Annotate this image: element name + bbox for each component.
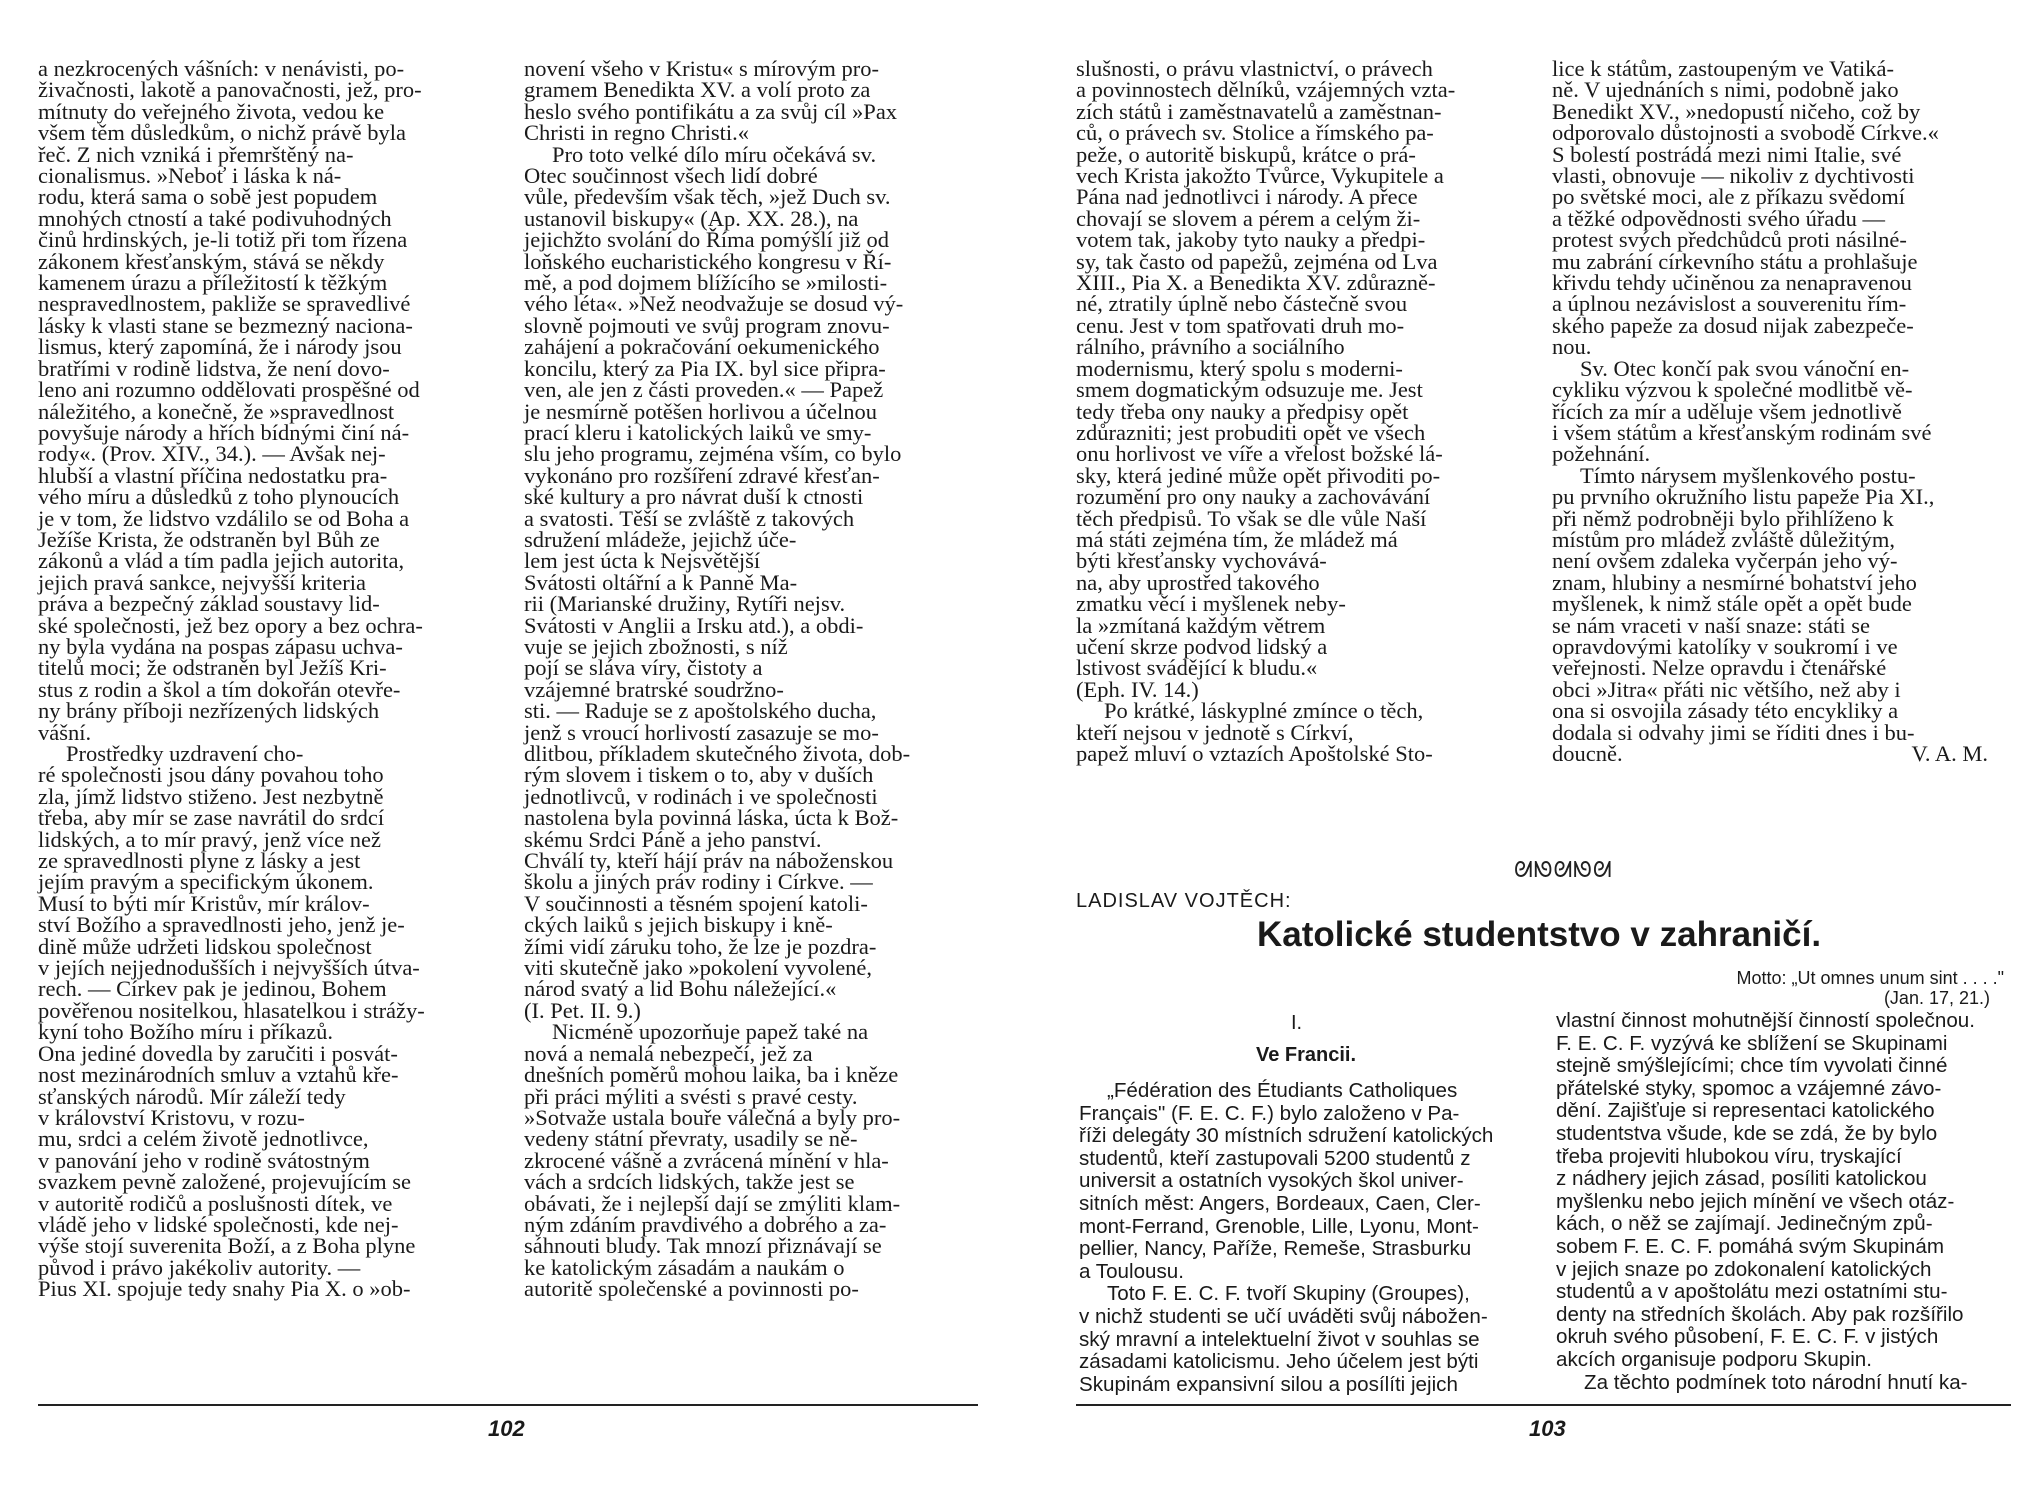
paragraph: „Fédération des Étudiants Catholiques Français" (F. E. C. F.) bylo založeno v Pa- říži delegáty 30 místních sdružení katolických studentů, kteří zastupovali 5200 studentů z universit a ostatních vysokých škol univer- sitních měst: Angers, Bordeaux, Caen, Cler- mont-Ferrand, Grenoble, Lille, Lyonu, Mont- pellier, Nancy, Paříže, Remeše, Strasburku a Toulousu. (1079, 1079, 1494, 1283)
section-title: Ve Francii. (1256, 1044, 1357, 1066)
section-number: I. (1291, 1012, 1303, 1034)
paragraph: Pro toto velké dílo míru očekává sv. Otec součinnost všech lidí dobré vůle, především však těch, »jež Duch sv. ustanovil biskupy« (Ap. XX. 28.), na jejichžto svolání do Říma pomýšlí již od loňského eucharistického kongresu v Ří- mě, a pod dojmem blížícího se »milosti- vého léta«. »Než neodvažuje se dosud vý- slovně pojmouti ve svůj program znovu- zahájení a pokračování oekumenického koncilu, který za Pia IX. byl sice připra- ven, ale jen z části proveden.« — Papež je nesmírně potěšen horlivou a účelnou prací kleru i katolických laiků ve smy- slu jeho programu, zejména vším, co bylo vykonáno pro rozšíření zdravé křesťan- ské kultury a pro návrat duší k ctnosti a svatosti. Těší se zvláště z takových sdružení mládeže, jejichž úče- lem jest úcta k Nejsvětější Svátosti oltářní a k Panně Ma- rii (Marianské družiny, Rytíři nejsv. Svátosti v Anglii a Irsku atd.), a obdi- vuje se jejich zbožnosti, s níž pojí se sláva víry, čistoty a vzájemné bratrské soudržno- sti. — Raduje se z apoštolského ducha, jenž s vroucí horlivostí zasazuje se mo- dlitbou, příkladem skutečného života, dob- rým slovem i tiskem o to, aby v duších jednotlivců, v rodinách i ve společnosti nastolena byla povinná láska, úcta k Bož- skému Srdci Páně a jeho panství. Chválí ty, kteří hájí práv na náboženskou školu a jiných práv rodiny i Církve. — V součinnosti a těsném spojení katoli- ckých laiků s jejich biskupy i kně- žími vidí záruku toho, že lze je pozdra- viti skutečně jako »pokolení vyvolené, národ svatý a lid Bohu náležející.« (I. Pet. II. 9.) (524, 141, 911, 1023)
paragraph: Za těchto podmínek toto národní hnutí ka- (1584, 1370, 1968, 1394)
ornament-divider: ᘛᘚᘛᘚᘛ (1514, 858, 1613, 883)
paragraph: a nezkrocených vášních: v nenávisti, po- živačnosti, lakotě a panovačnosti, jež, pro- mítnuty do veřejného života, vedou ke všem těm důsledkům, o nichž právě byla řeč. Z nich vzniká i přemrštěný na- cionalismus. »Neboť i láska k ná- rodu, která sama o sobě jest popudem mnohých ctností a také podivuhodných činů hrdinských, je-li totiž při tom řízena zákonem křesťanským, stává se někdy kamenem úrazu a příležitostí k těžkým nespravedlnostem, pakliže se spravedlivé lásky k vlasti stane se bezmezný naciona- lismus, který zapomíná, že i národy jsou bratřími v rodině lidstva, že není dovo- leno ani rozumno oddělovati prospěšné od náležitého, a konečně, že »spravedlnost povyšuje národy a hřích bídnými činí ná- rody«. (Prov. XIV., 34.). — Avšak nej- hlubší a vlastní příčina nedostatku pra- vého míru a důsledků z toho plynoucích je v tom, že lidstvo vzdálilo se od Boha a Ježíše Krista, že odstraněn byl Bůh ze zákonů a vlád a tím padla jejich autorita, jejich pravá sankce, nejvyšší kriteria práva a bezpečný základ soustavy lid- ské společnosti, jež bez opory a bez ochra- ny byla vydána na pospas zápasu uchva- titelů moci; že odstraněn byl Ježíš Kri- stus z rodin a škol a tím dokořán otevře- ny brány příboji nezřízených lidských vášní. (38, 56, 423, 745)
footer-rule (38, 1404, 978, 1406)
article-column-1 (1079, 1080, 1531, 1396)
footer-rule (1076, 1404, 2011, 1406)
left-column-1 (38, 58, 516, 1300)
left-column-2 (524, 58, 980, 1300)
article-column-2 (1556, 1010, 2008, 1394)
right-column-2 (1552, 58, 2008, 765)
paragraph: slušnosti, o právu vlastnictví, o právech a povinnostech dělníků, vzájemných vzta- zích států i zaměstnavatelů a zaměstnan- ců, o právech sv. Stolice a římského pa- peže, o autoritě biskupů, krátce o prá- vech Krista jakožto Tvůrce, Vykupitele a Pána nad jednotlivci i národy. A přece chovají se slovem a pérem a celým ži- votem tak, jakoby tyto nauky a předpi- sy, tak často od papežů, zejména od Lva XIII., Pia X. a Benedikta XV. zdůrazně- né, ztratily úplně nebo částečně svou cenu. Jest v tom spatřovati druh mo- rálního, právního a sociálního modernismu, který spolu s moderni- smem dogmatickým odsuzuje me. Jest tedy třeba ony nauky a předpisy opět zdůrazniti; jest probuditi opět ve všech onu horlivost ve víře a vřelost božské lá- sky, která jediné může opět přivoditi po- rozumění pro ony nauky a zachovávání těch předpisů. To však se dle vůle Naší má státi zejména tím, že mládež má býti křesťansky vychovává- na, aby uprostřed takového zmatku věcí i myšlenek neby- la »zmítaná každým větrem učení skrze podvod lidský a lstivost svádějící k bludu.« (Eph. IV. 14.) (1076, 56, 1456, 702)
paragraph: Sv. Otec končí pak svou vánoční en- cykliku výzvou k společné modlitbě vě- řících za mír a uděluje všem jednotlivě i všem státům a křesťanským rodinám své požehnání. (1552, 355, 1932, 467)
motto-reference: (Jan. 17, 21.) (1883, 988, 1990, 1008)
paragraph: Nicméně upozorňuje papež také na nová a nemalá nebezpečí, jež za dnešních poměrů mohou laika, ba i kněze při práci mýliti a svésti s pravé cesty. »Sotvaže ustala bouře válečná a byly pro- vedeny státní převraty, usadily se ně- zkrocené vášně a zvrácená mínění v hla- vách a srdcích lidských, takže jest se obávati, že i nejlepší dají se zmýliti klam- ným zdáním pravdivého a dobrého a za- sáhnouti bludy. Tak mnozí přiznávají se ke katolickým zásadám a naukám o autoritě společenské a povinnosti po- (524, 1019, 901, 1302)
paragraph: Tímto nárysem myšlenkového postu- pu prvního okružního listu papeže Pia XI., při němž podrobněji bylo přihlíženo k místům pro mládež zvláště důležitým, není ovšem zdaleka vyčerpán jeho vý- znam, hlubiny a nesmírné bohatství jeho myšlenek, k nimž stále opět a opět bude se nám vraceti v naší snaze: státi se opravdovými katolíky v soukromí i ve veřejnosti. Nelze opravdu i čtenářské obci »Jitra« přáti nic většího, než aby i ona si osvojila zásady této encykliky a dodala si odvahy jimi se říditi dnes i bu- doucně. (1552, 462, 1935, 766)
page-number: 102 (488, 1416, 525, 1441)
paragraph: Toto F. E. C. F. tvoří Skupiny (Groupes), v nichž studenti se učí uváděti svůj nábožen- ský mravní a intelektuelní život v souhlas se zásadami katolicismu. Jeho účelem jest býti Skupinám expansivní silou a posílíti jejich (1079, 1282, 1488, 1396)
article-title: Katolické studentstvo v zahraničí. (1257, 915, 1822, 954)
paragraph: lice k státům, zastoupeným ve Vatiká- ně. V ujednáních s nimi, podobně jako Benedikt XV., »nedopustí ničeho, což by odporovalo důstojnosti a svobodě Církve.« S bolestí postrádá mezi nimi Italie, své vlasti, obnovuje — nikoliv z dychtivosti po světské moci, ale z příkazu svědomí a těžké odpovědnosti svého úřadu — protest svých předchůdců proti násilné- mu zabrání církevního státu a prohlašuje křivdu tehdy učiněnou za nenapravenou a úplnou nezávislost a souverenitu řím- ského papeže za dosud nijak zabezpeče- nou. (1552, 56, 1939, 360)
paragraph: vlastní činnost mohutnější činností společnou. F. E. C. F. vyzývá ke sblížení se Skupinami stejně smýšlejícími; chce tím vyvolati činné přátelské styky, spomoc a vzájemné závo- dění. Zajišťuje si representaci katolického studentstva všude, kde se zdá, že by bylo třeba projeviti hlubokou víru, tryskající z nádhery jejich zásad, posíliti katolickou myšlenku nebo jejich mínění ve všech otáz- kách, o něž se zajímají. Jedinečným způ- sobem F. E. C. F. pomáhá svým Skupinám v jejich snaze po zdokonalení katolických studentů a v apoštolátu mezi ostatními stu- denty na středních školách. Aby pak rozšířilo okruh svého působení, F. E. C. F. v jistých akcích organisuje podporu Skupin. (1556, 1009, 1975, 1371)
motto (1619, 968, 2004, 1008)
article-author: LADISLAV VOJTĚCH: (1076, 890, 1292, 912)
paragraph: Prostředky uzdravení cho- ré společnosti jsou dány povahou toho zla, jímž lidstvo stiženo. Jest nezbytně třeba, aby mír se zase navrátil do srdcí lidských, a to mír pravý, jenž více než ze spravedlnosti plyne z lásky a jest jejím pravým a specifickým úkonem. Musí to býti mír Kristův, mír králov- ství Božího a spravedlnosti jeho, jenž je- dině může udržeti lidskou společnost v jejích nejjednodušších i nejvyšších útva- rech. — Církev pak je jedinou, Bohem pověřenou nositelkou, hlasatelkou i strážy- kyní toho Božího míru i příkazů. Ona jediné dovedla by zaručiti i posvát- nost mezinárodních smluv a vztahů kře- sťanských národů. Mír záleží tedy v království Kristovu, v rozu- mu, srdci a celém životě jednotlivce, v panování jeho v rodině svátostným svazkem pevně založené, projevujícím se v autoritě rodičů a poslušnosti dítek, ve vládě jeho v lidské společnosti, kde nej- výše stojí suverenita Boží, a z Boha plyne původ i právo jakékoliv autority. — Pius XI. spojuje tedy snahy Pia X. o »ob- (38, 741, 425, 1302)
paragraph: novení všeho v Kristu« s mírovým pro- gramem Benedikta XV. a volí proto za heslo svého pontifikátu a za svůj cíl »Pax Christi in regno Christi.« (524, 56, 898, 146)
page-number: 103 (1529, 1416, 1566, 1441)
paragraph: Po krátké, láskyplné zmínce o těch, kteří nejsou v jednotě s Církví, papež mluví o vztazích Apoštolské Sto- (1076, 698, 1433, 766)
right-column-1 (1076, 58, 1534, 764)
signature: V. A. M. (1911, 741, 1988, 767)
motto-line: Motto: „Ut omnes unum sint . . . ." (1736, 968, 2004, 988)
right-page (1019, 0, 2038, 1500)
